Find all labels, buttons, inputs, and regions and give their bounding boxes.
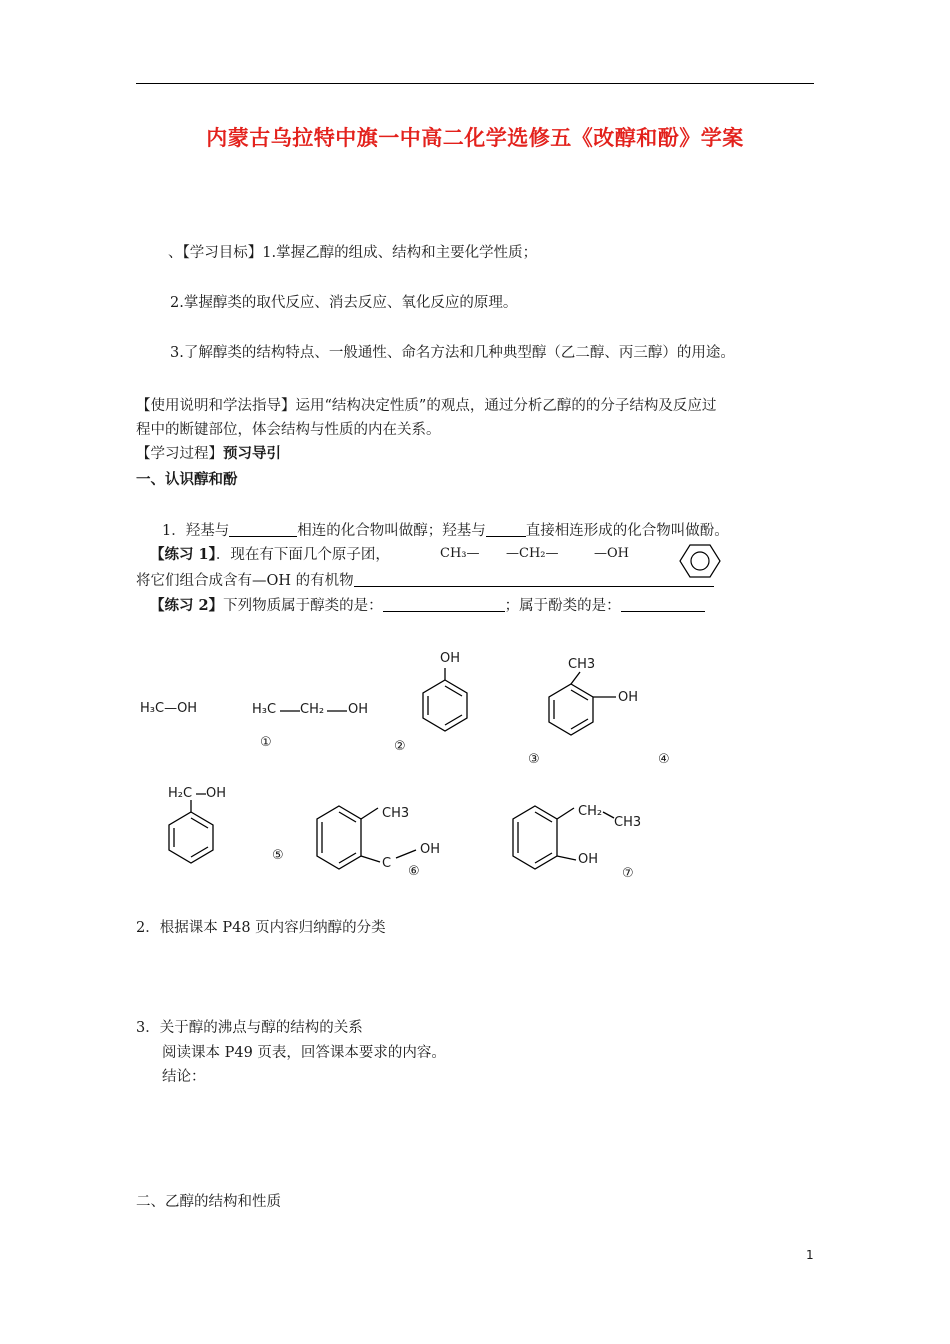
group-ch2: —CH₂— [506,546,559,561]
mol6-ch3: CH3 [382,806,410,821]
mol7-ring-icon [510,806,620,876]
cresol-oh: OH [618,690,639,705]
question-3-conclusion: 结论： [162,1069,206,1085]
process-bold: 预习导引 [223,445,281,462]
objective-text-1: 1.掌握乙醇的组成、结构和主要化学性质； [262,245,538,261]
ex1-label: 【练习 1】 [150,546,216,563]
bond-line [196,793,206,795]
label-1: ① [260,735,272,750]
label-2: ② [394,739,406,754]
objective-1 [168,243,537,263]
process-heading [136,444,281,464]
label-6: ⑥ [408,864,420,879]
exercise-1-line-2 [136,570,714,591]
cresol-ring-icon [546,672,626,742]
bond-line [327,710,347,712]
bond-line [280,710,300,712]
q1-blank-1[interactable] [229,520,297,537]
benzyl-ring-icon [166,800,216,870]
molecule-ethanol-h3c: H₃C [252,702,277,717]
question-1 [162,520,729,541]
ex2-blank-1[interactable] [383,595,505,612]
group-oh: —OH [594,546,629,561]
label-3: ③ [528,752,540,767]
question-3-line-1: 阅读课本 P49 页表，回答课本要求的内容。 [162,1045,446,1061]
phenol-oh: OH [440,651,461,666]
phenol-ring-icon [420,668,470,738]
page-title: 内蒙古乌拉特中旗一中高二化学选修五《改醇和酚》学案 [206,125,744,150]
ex2-blank-2[interactable] [621,595,705,612]
q1-part-c: 直接相连形成的化合物叫做酚。 [525,523,729,539]
header-rule [136,83,814,84]
ex1-line2: 将它们组合成含有—OH 的有机物 [136,573,354,589]
ex1-blank[interactable] [354,570,714,587]
ex2-text-2: ；属于酚类的是： [504,598,621,614]
ex2-text: 下列物质属于醇类的是： [223,598,383,614]
page-number: 1 [806,1248,814,1262]
benzyl-h2c: H₂C [168,786,193,801]
label-7: ⑦ [622,866,634,881]
objectives-heading: 、【学习目标】 [168,245,263,261]
exercise-2 [150,595,705,616]
section-1-heading: 一、认识醇和酚 [136,471,238,488]
q1-part-a: 1．羟基与 [162,523,230,539]
label-5: ⑤ [272,848,284,863]
objective-3: 3.了解醇类的结构特点、一般通性、命名方法和几种典型醇（乙二醇、丙三醇）的用途。 [170,345,735,361]
mol7-oh: OH [578,852,599,867]
q1-blank-2[interactable] [486,520,526,537]
mol7-ch2: CH₂ [578,804,603,819]
mol6-c: C [382,856,392,871]
section-2-heading: 二、乙醇的结构和性质 [136,1194,281,1210]
cresol-ch3: CH3 [568,657,596,672]
mol7-ch3: CH3 [614,815,642,830]
question-2: 2．根据课本 P48 页内容归纳醇的分类 [136,920,386,936]
process-label: 【学习过程】 [136,446,223,462]
q1-part-b: 相连的化合物叫做醇；羟基与 [297,523,486,539]
benzyl-oh: OH [206,786,227,801]
objective-2: 2.掌握醇类的取代反应、消去反应、氧化反应的原理。 [170,295,518,311]
label-4: ④ [658,752,670,767]
molecule-ethanol-ch2: CH₂ [300,702,325,717]
guide-line-1: 【使用说明和学法指导】运用“结构决定性质”的观点，通过分析乙醇的的分子结构及反应过 [136,398,717,414]
molecule-methanol: H₃C—OH [140,701,198,716]
group-ch3: CH₃— [440,546,480,561]
mol6-oh: OH [420,842,441,857]
question-3-title: 3．关于醇的沸点与醇的结构的关系 [136,1020,363,1036]
ex1-text: ．现在有下面几个原子团， [215,547,390,563]
ex2-label: 【练习 2】 [150,597,224,614]
guide-line-2: 程中的断键部位，体会结构与性质的内在关系。 [136,422,441,438]
molecule-ethanol-oh: OH [348,702,369,717]
exercise-1 [150,545,390,565]
